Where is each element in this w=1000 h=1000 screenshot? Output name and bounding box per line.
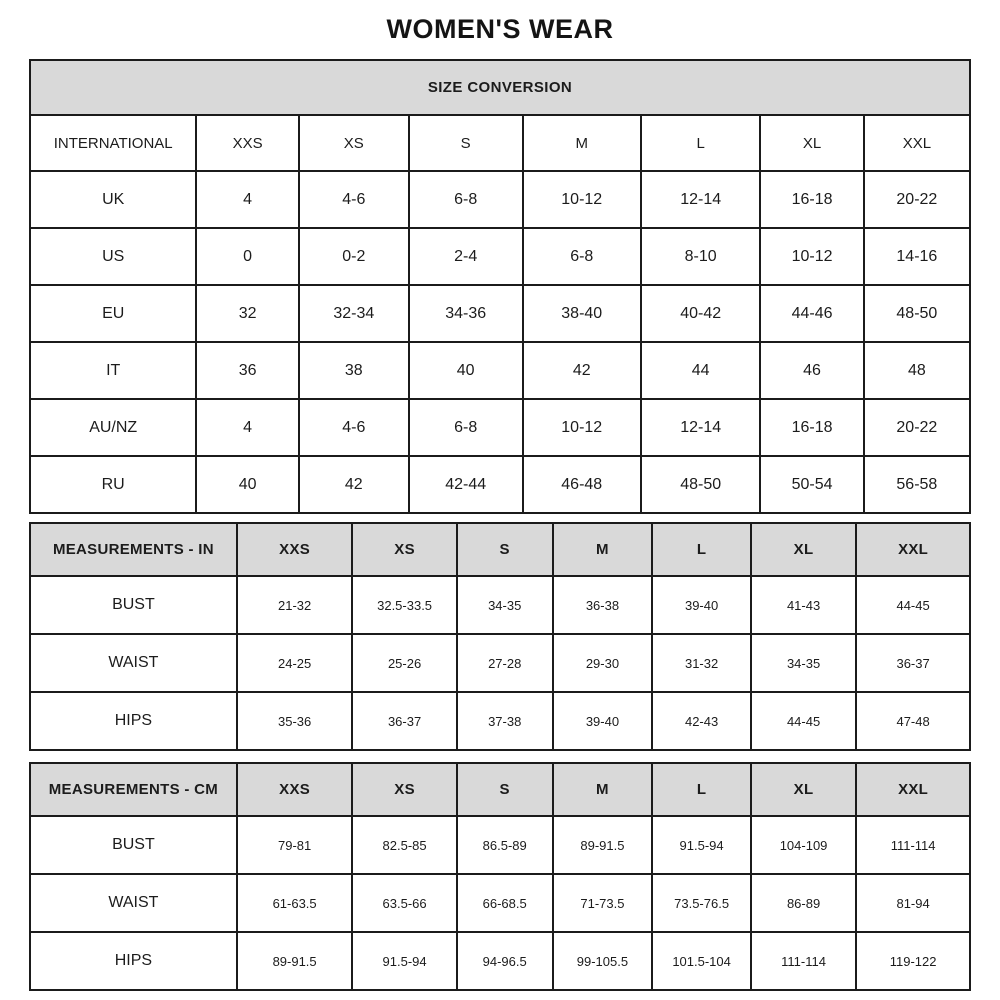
size-cell: 50-54 bbox=[760, 456, 863, 513]
size-conversion-title: SIZE CONVERSION bbox=[30, 60, 970, 115]
measurement-cell: 119-122 bbox=[856, 932, 970, 990]
measurement-cell: 73.5-76.5 bbox=[652, 874, 751, 932]
measurement-cell: 91.5-94 bbox=[652, 816, 751, 874]
size-cell: 6-8 bbox=[409, 171, 523, 228]
size-cell: 4-6 bbox=[299, 399, 409, 456]
measurement-cell: 47-48 bbox=[856, 692, 970, 750]
measurement-cell: 44-45 bbox=[856, 576, 970, 634]
column-header-m: M bbox=[553, 523, 653, 576]
size-cell: 10-12 bbox=[760, 228, 863, 285]
size-cell: 10-12 bbox=[523, 171, 641, 228]
measurement-cell: 34-35 bbox=[457, 576, 553, 634]
measurement-cell: 42-43 bbox=[652, 692, 751, 750]
size-cell: 40-42 bbox=[641, 285, 760, 342]
column-header-xs: XS bbox=[352, 523, 456, 576]
column-header-xxs: XXS bbox=[196, 115, 298, 171]
measurement-cell: 63.5-66 bbox=[352, 874, 456, 932]
measurements-in-title: MEASUREMENTS - IN bbox=[30, 523, 237, 576]
size-cell: 42 bbox=[299, 456, 409, 513]
row-label: UK bbox=[30, 171, 196, 228]
size-cell: 0 bbox=[196, 228, 298, 285]
column-header-xs: XS bbox=[299, 115, 409, 171]
size-cell: 14-16 bbox=[864, 228, 970, 285]
table-row-hips-in bbox=[30, 692, 970, 750]
size-cell: 2-4 bbox=[409, 228, 523, 285]
column-header-international: INTERNATIONAL bbox=[30, 115, 196, 171]
measurement-cell: 94-96.5 bbox=[457, 932, 553, 990]
measurement-cell: 35-36 bbox=[237, 692, 353, 750]
measurement-cell: 81-94 bbox=[856, 874, 970, 932]
table-row-ru bbox=[30, 456, 970, 513]
column-header-m: M bbox=[523, 115, 641, 171]
size-cell: 0-2 bbox=[299, 228, 409, 285]
measurement-cell: 61-63.5 bbox=[237, 874, 353, 932]
column-header-xs: XS bbox=[352, 763, 456, 816]
column-header-s: S bbox=[409, 115, 523, 171]
measurement-cell: 32.5-33.5 bbox=[352, 576, 456, 634]
size-cell: 40 bbox=[196, 456, 298, 513]
measurement-cell: 89-91.5 bbox=[553, 816, 653, 874]
measurement-cell: 91.5-94 bbox=[352, 932, 456, 990]
table-row-waist-cm bbox=[30, 874, 970, 932]
table-title-row bbox=[30, 60, 970, 115]
size-cell: 16-18 bbox=[760, 399, 863, 456]
size-cell: 42 bbox=[523, 342, 641, 399]
size-cell: 36 bbox=[196, 342, 298, 399]
size-cell: 8-10 bbox=[641, 228, 760, 285]
measurements-cm-header-row bbox=[30, 763, 970, 816]
table-row-bust-cm bbox=[30, 816, 970, 874]
column-header-xxl: XXL bbox=[856, 523, 970, 576]
measurement-cell: 71-73.5 bbox=[553, 874, 653, 932]
column-header-xxl: XXL bbox=[856, 763, 970, 816]
table-row-hips-cm bbox=[30, 932, 970, 990]
column-header-xl: XL bbox=[751, 523, 856, 576]
column-header-s: S bbox=[457, 523, 553, 576]
row-label: HIPS bbox=[30, 932, 237, 990]
column-header-l: L bbox=[652, 763, 751, 816]
measurement-cell: 39-40 bbox=[652, 576, 751, 634]
measurement-cell: 104-109 bbox=[751, 816, 856, 874]
measurements-in-header-row bbox=[30, 523, 970, 576]
measurement-cell: 36-37 bbox=[352, 692, 456, 750]
measurement-cell: 34-35 bbox=[751, 634, 856, 692]
size-cell: 32 bbox=[196, 285, 298, 342]
size-cell: 38-40 bbox=[523, 285, 641, 342]
measurements-cm-title: MEASUREMENTS - CM bbox=[30, 763, 237, 816]
row-label: EU bbox=[30, 285, 196, 342]
measurement-cell: 36-38 bbox=[553, 576, 653, 634]
measurement-cell: 82.5-85 bbox=[352, 816, 456, 874]
size-cell: 40 bbox=[409, 342, 523, 399]
row-label: BUST bbox=[30, 576, 237, 634]
measurements-in-table bbox=[29, 522, 971, 751]
table-row-it bbox=[30, 342, 970, 399]
size-cell: 4 bbox=[196, 399, 298, 456]
size-cell: 12-14 bbox=[641, 171, 760, 228]
size-cell: 10-12 bbox=[523, 399, 641, 456]
measurement-cell: 25-26 bbox=[352, 634, 456, 692]
size-cell: 20-22 bbox=[864, 399, 970, 456]
column-header-l: L bbox=[652, 523, 751, 576]
measurements-cm-table bbox=[29, 762, 971, 991]
size-cell: 56-58 bbox=[864, 456, 970, 513]
size-cell: 6-8 bbox=[409, 399, 523, 456]
size-cell: 20-22 bbox=[864, 171, 970, 228]
row-label: WAIST bbox=[30, 874, 237, 932]
size-cell: 34-36 bbox=[409, 285, 523, 342]
row-label: WAIST bbox=[30, 634, 237, 692]
measurement-cell: 89-91.5 bbox=[237, 932, 353, 990]
measurement-cell: 41-43 bbox=[751, 576, 856, 634]
size-cell: 46 bbox=[760, 342, 863, 399]
size-cell: 38 bbox=[299, 342, 409, 399]
row-label: AU/NZ bbox=[30, 399, 196, 456]
size-cell: 4-6 bbox=[299, 171, 409, 228]
column-header-row bbox=[30, 115, 970, 171]
measurement-cell: 99-105.5 bbox=[553, 932, 653, 990]
size-cell: 44 bbox=[641, 342, 760, 399]
table-row-eu bbox=[30, 285, 970, 342]
size-cell: 48-50 bbox=[864, 285, 970, 342]
size-cell: 6-8 bbox=[523, 228, 641, 285]
measurement-cell: 86.5-89 bbox=[457, 816, 553, 874]
measurement-cell: 39-40 bbox=[553, 692, 653, 750]
measurement-cell: 31-32 bbox=[652, 634, 751, 692]
measurement-cell: 24-25 bbox=[237, 634, 353, 692]
column-header-s: S bbox=[457, 763, 553, 816]
size-cell: 32-34 bbox=[299, 285, 409, 342]
size-cell: 48 bbox=[864, 342, 970, 399]
size-cell: 48-50 bbox=[641, 456, 760, 513]
measurement-cell: 79-81 bbox=[237, 816, 353, 874]
measurement-cell: 37-38 bbox=[457, 692, 553, 750]
measurement-cell: 111-114 bbox=[856, 816, 970, 874]
table-row-aunz bbox=[30, 399, 970, 456]
size-cell: 4 bbox=[196, 171, 298, 228]
column-header-m: M bbox=[553, 763, 653, 816]
measurement-cell: 86-89 bbox=[751, 874, 856, 932]
table-row-waist-in bbox=[30, 634, 970, 692]
size-cell: 44-46 bbox=[760, 285, 863, 342]
measurement-cell: 36-37 bbox=[856, 634, 970, 692]
column-header-l: L bbox=[641, 115, 760, 171]
column-header-xl: XL bbox=[760, 115, 863, 171]
column-header-xxs: XXS bbox=[237, 763, 353, 816]
size-conversion-table bbox=[29, 59, 971, 514]
column-header-xxl: XXL bbox=[864, 115, 970, 171]
size-cell: 16-18 bbox=[760, 171, 863, 228]
measurement-cell: 27-28 bbox=[457, 634, 553, 692]
size-cell: 42-44 bbox=[409, 456, 523, 513]
row-label: US bbox=[30, 228, 196, 285]
measurement-cell: 44-45 bbox=[751, 692, 856, 750]
table-row-uk bbox=[30, 171, 970, 228]
measurement-cell: 66-68.5 bbox=[457, 874, 553, 932]
table-row-us bbox=[30, 228, 970, 285]
measurement-cell: 101.5-104 bbox=[652, 932, 751, 990]
table-row-bust-in bbox=[30, 576, 970, 634]
measurement-cell: 29-30 bbox=[553, 634, 653, 692]
row-label: BUST bbox=[30, 816, 237, 874]
measurement-cell: 111-114 bbox=[751, 932, 856, 990]
size-cell: 46-48 bbox=[523, 456, 641, 513]
row-label: HIPS bbox=[30, 692, 237, 750]
measurement-cell: 21-32 bbox=[237, 576, 353, 634]
column-header-xl: XL bbox=[751, 763, 856, 816]
page-title: WOMEN'S WEAR bbox=[386, 14, 614, 44]
row-label: IT bbox=[30, 342, 196, 399]
row-label: RU bbox=[30, 456, 196, 513]
column-header-xxs: XXS bbox=[237, 523, 353, 576]
size-cell: 12-14 bbox=[641, 399, 760, 456]
